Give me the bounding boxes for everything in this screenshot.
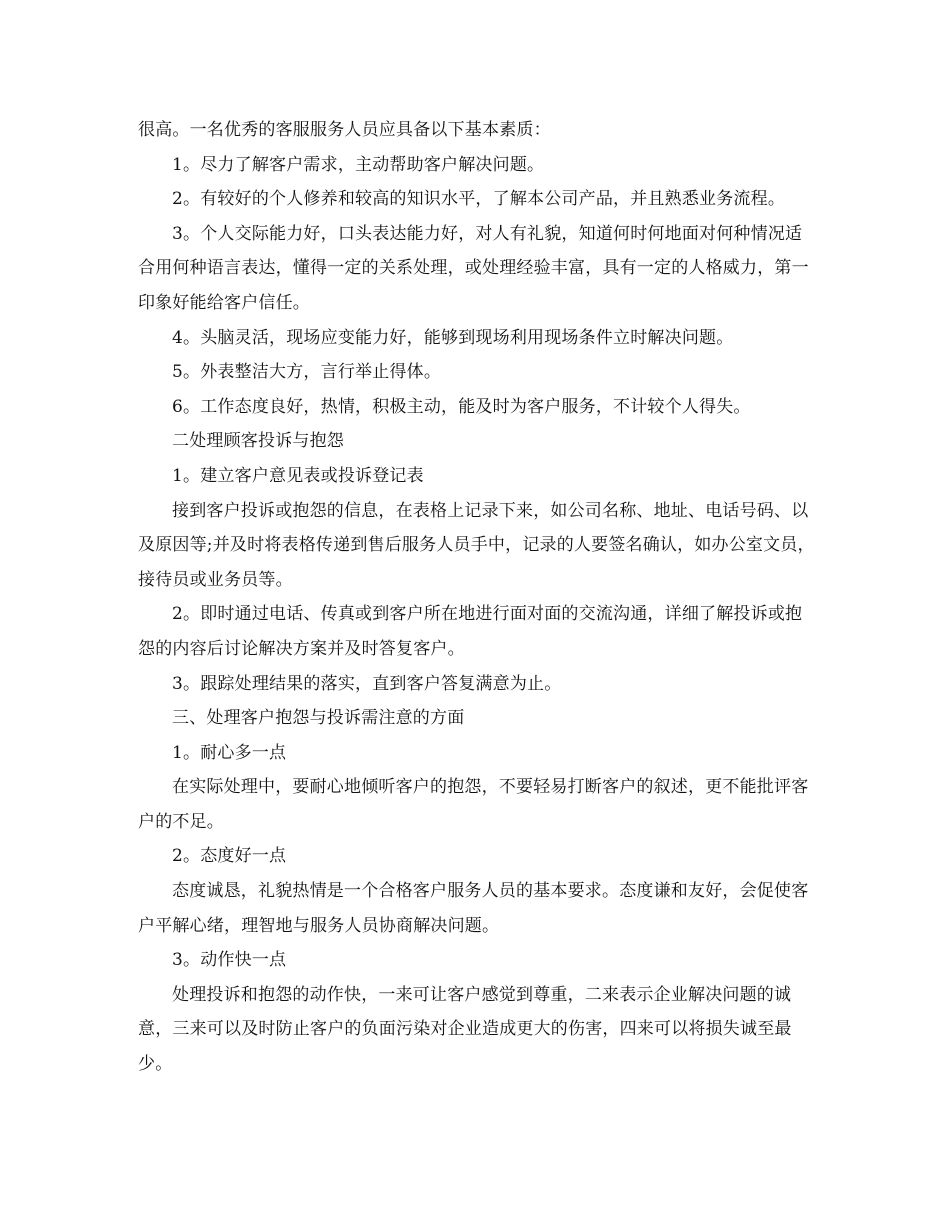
subheading: 1。耐心多一点 bbox=[172, 742, 287, 763]
section-heading: 三、处理客户抱怨与投诉需注意的方面 bbox=[172, 708, 465, 729]
subheading: 2。态度好一点 bbox=[172, 846, 287, 867]
subheading: 1。建立客户意见表或投诉登记表 bbox=[172, 465, 424, 486]
paragraph: 处理投诉和抱怨的动作快，一来可让客户感觉到尊重，二来表示企业解决问题的诚意，三来可以及时防止客户的负面污染对企业造成更大的伤害，四来可以将损失诚至最少。 bbox=[138, 984, 792, 1075]
paragraph: 3。个人交际能力好，口头表达能力好，对人有礼貌，知道何时何地面对何种情况适合用何种语言表达，懂得一定的关系处理，或处理经验丰富，具有一定的人格威力，第一印象好能给客户信任。 bbox=[138, 223, 809, 313]
paragraph: 5。外表整洁大方，言行举止得体。 bbox=[172, 362, 442, 383]
paragraph: 2。有较好的个人修养和较高的知识水平，了解本公司产品，并且熟悉业务流程。 bbox=[172, 189, 786, 210]
subheading: 3。动作快一点 bbox=[172, 950, 287, 971]
paragraph: 1。尽力了解客户需求，主动帮助客户解决问题。 bbox=[172, 154, 545, 175]
section-heading: 二处理顾客投诉与抱怨 bbox=[172, 431, 344, 452]
paragraph: 2。即时通过电话、传真或到客户所在地进行面对面的交流沟通，详细了解投诉或抱怨的内容后讨论解决方案并及时答复客户。 bbox=[138, 604, 803, 659]
paragraph: 6。工作态度良好，热情，积极主动，能及时为客户服务，不计较个人得失。 bbox=[172, 396, 751, 417]
paragraph: 在实际处理中，要耐心地倾听客户的抱怨，不要轻易打断客户的叙述，更不能批评客户的不足。 bbox=[138, 777, 809, 832]
paragraph: 3。跟踪处理结果的落实，直到客户答复满意为止。 bbox=[172, 673, 562, 694]
paragraph: 4。头脑灵活，现场应变能力好，能够到现场利用现场条件立时解决问题。 bbox=[172, 327, 734, 348]
paragraph: 态度诚恳，礼貌热情是一个合格客户服务人员的基本要求。态度谦和友好，会促使客户平解心绪，理智地与服务人员协商解决问题。 bbox=[138, 881, 809, 936]
paragraph: 很高。一名优秀的客服服务人员应具备以下基本素质： bbox=[138, 120, 551, 140]
paragraph: 接到客户投诉或抱怨的信息，在表格上记录下来，如公司名称、地址、电话号码、以及原因等;并及时将表格传递到售后服务人员手中，记录的人要签名确认，如办公室文员，接待员或业务员等。 bbox=[138, 500, 815, 590]
document-body bbox=[138, 113, 818, 1082]
